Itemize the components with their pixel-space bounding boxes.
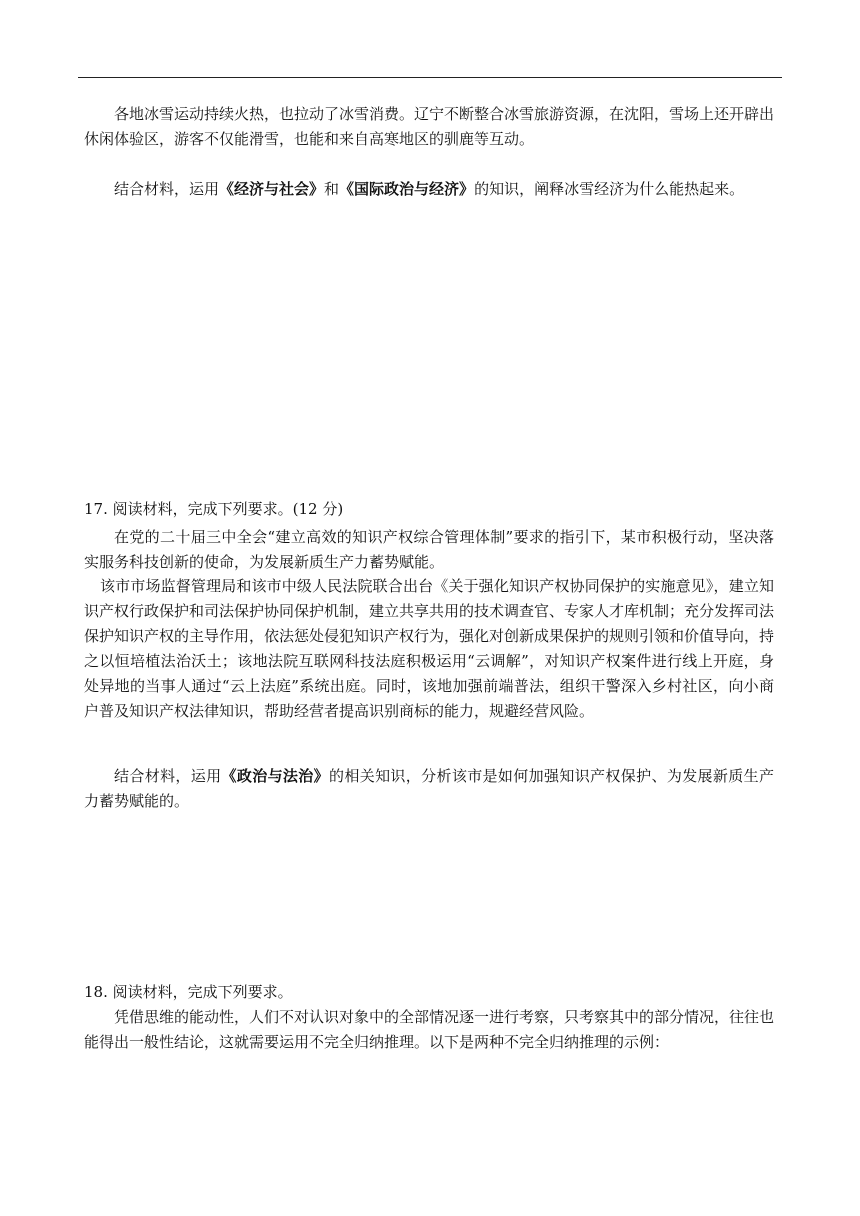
q17-task-pre: 结合材料，运用 — [114, 767, 222, 785]
header-rule — [78, 77, 782, 78]
q18-paragraph-1: 凭借思维的能动性，人们不对认识对象中的全部情况逐一进行考察，只考察其中的部分情况，往往也能得出一般性结论，这就需要运用不完全归纳推理。以下是两种不完全归纳推理的示例： — [84, 1008, 775, 1051]
q16-task-book1: 《经济与社会》 — [219, 180, 325, 198]
q16-task-book2: 《国际政治与经济》 — [339, 180, 475, 198]
q17-paragraph-1: 在党的二十届三中全会“建立高效的知识产权综合管理体制”要求的指引下，某市积极行动，坚决落实服务科技创新的使命，为发展新质生产力蓄势赋能。 — [84, 528, 774, 571]
q16-task-pre: 结合材料，运用 — [114, 180, 220, 198]
q18-title: 18. 阅读材料，完成下列要求。 — [84, 983, 293, 1001]
q17-task-book: 《政治与法治》 — [221, 767, 329, 785]
q17-task — [84, 764, 774, 814]
q16-task-post: 的知识，阐释冰雪经济为什么能热起来。 — [474, 180, 745, 198]
q17-title: 17. 阅读材料，完成下列要求。(12 分) — [84, 500, 344, 518]
q16-task-mid: 和 — [324, 180, 340, 198]
q17-paragraph-2: 该市市场监督管理局和该市中级人民法院联合出台《关于强化知识产权协同保护的实施意见》，建立知识产权行政保护和司法保护协同保护机制，建立共享共用的技术调查官、专家人才库机制；充分发挥司法保护知识产权的主导作用，依法惩处侵犯知识产权行为，强化对创新成果保护的规则引领和价值导向，持之以恒培植法治沃土；该地法院互联网科技法庭积极运用“云调解”，对知识产权案件进行线上开庭，身处异地的当事人通过“云上法庭”系统出庭。同时，该地加强前端普法，组织干警深入乡村社区，向小商户普及知识产权法律知识，帮助经营者提高识别商标的能力，规避经营风险。 — [84, 577, 775, 720]
q17-task-post: 的相关知识，分析该市是如何加强知识产权保护、为发展新质生产力蓄势赋能的。 — [84, 767, 774, 810]
q16-task — [84, 177, 774, 202]
q16-material: 各地冰雪运动持续火热，也拉动了冰雪消费。辽宁不断整合冰雪旅游资源，在沈阳，雪场上还开辟出休闲体验区，游客不仅能滑雪，也能和来自高寒地区的驯鹿等互动。 — [84, 105, 775, 148]
